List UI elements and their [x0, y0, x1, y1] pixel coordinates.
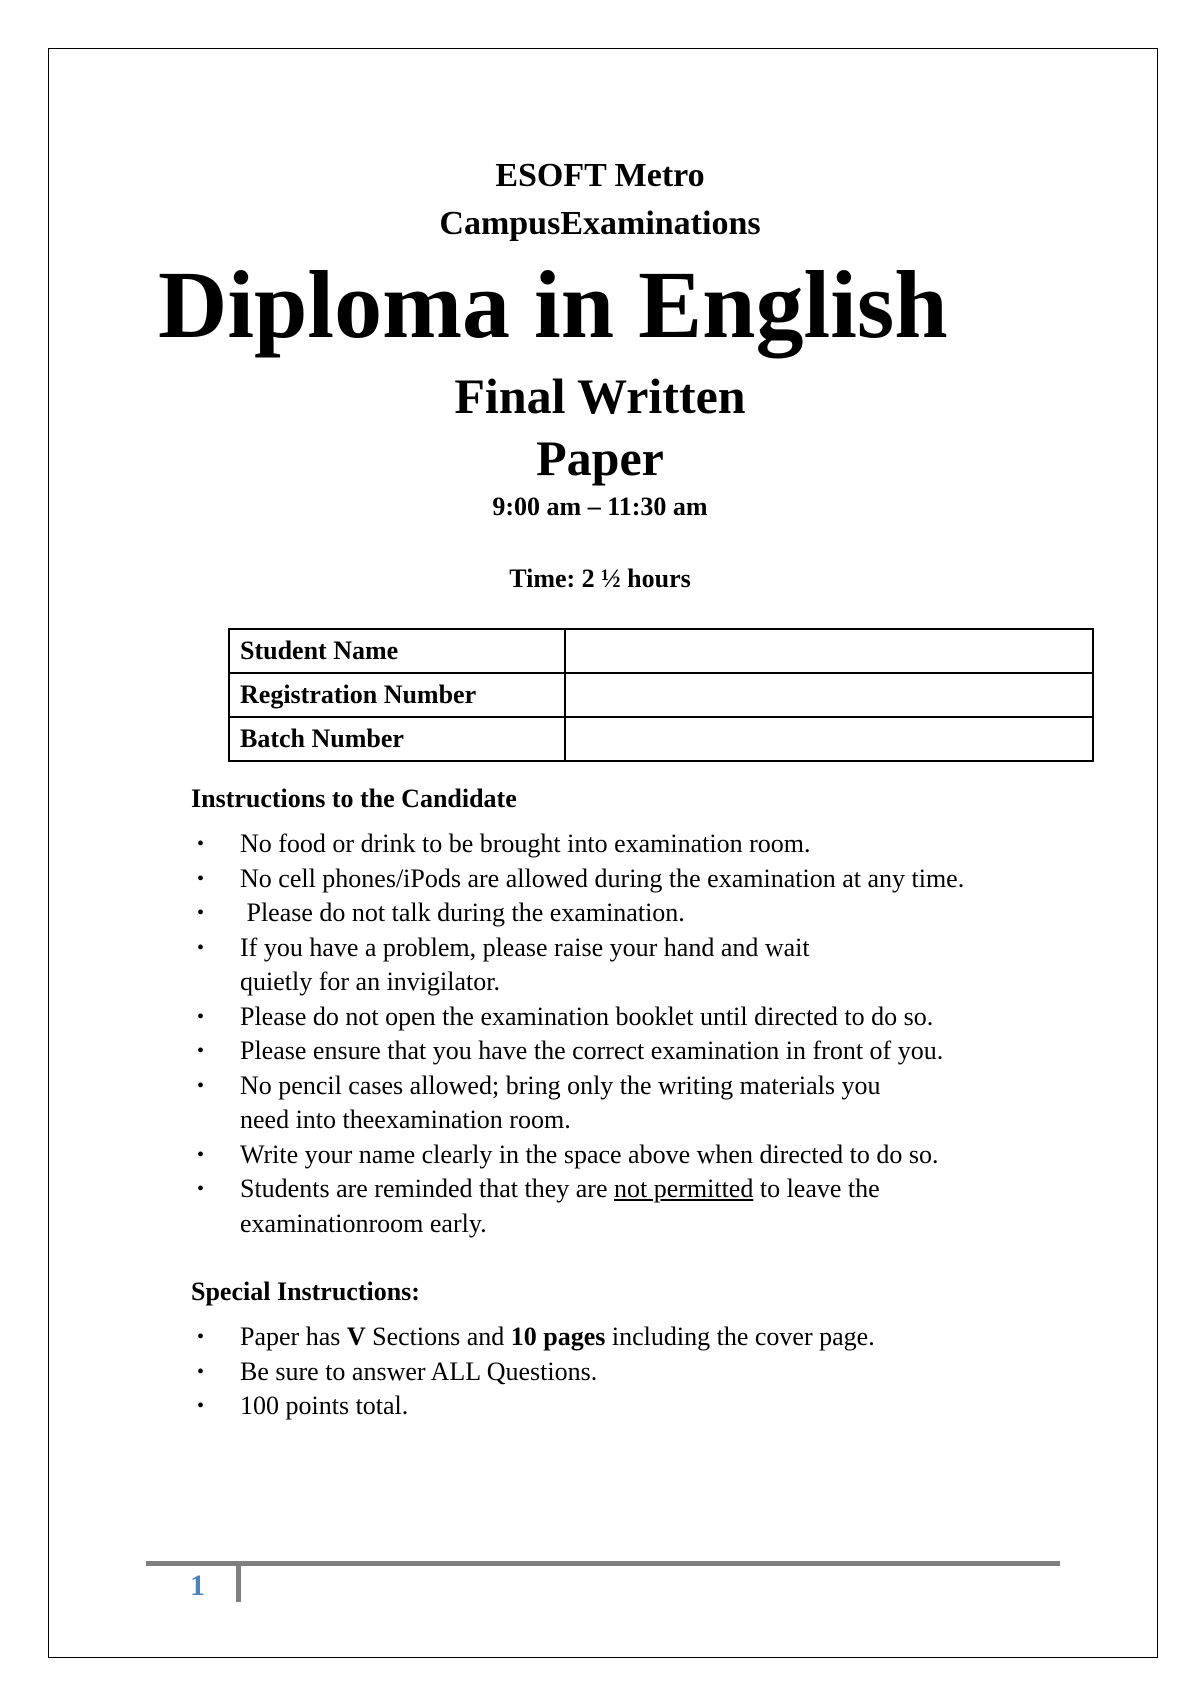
bullet-icon: •: [197, 833, 205, 855]
list-item: [191, 896, 1111, 931]
student-name-label: Student Name: [229, 629, 565, 673]
bullet-icon: •: [197, 1074, 205, 1097]
instruction-text-continued: examinationroom early.: [240, 1208, 487, 1238]
special-instruction-text: Paper has: [240, 1322, 347, 1351]
instructions-heading: Instructions to the Candidate: [191, 784, 517, 813]
sections-count: V: [346, 1322, 366, 1351]
instruction-text: Please do not talk during the examination.: [240, 898, 685, 927]
instruction-text: Write your name clearly in the space above when directed to do so.: [240, 1139, 939, 1169]
list-item: [191, 1389, 1111, 1424]
bullet-icon: •: [197, 867, 205, 890]
instruction-text: No cell phones/iPods are allowed during the examination at any time.: [240, 863, 965, 893]
student-info-table: [228, 628, 1094, 762]
registration-number-label: Registration Number: [229, 673, 565, 717]
instruction-text: Please do not open the examination booklet until directed to do so.: [240, 1001, 934, 1031]
instruction-text: No food or drink to be brought into examination room.: [240, 829, 811, 858]
instructions-list: [191, 827, 1111, 1241]
bullet-icon: •: [197, 936, 205, 959]
bullet-icon: •: [197, 1178, 205, 1200]
special-instructions-list: [191, 1320, 1111, 1424]
exam-time-range: 9:00 am – 11:30 am: [492, 492, 708, 521]
institution-name-line2: CampusExaminations: [439, 205, 761, 242]
instruction-text: Please ensure that you have the correct examination in front of you.: [240, 1036, 944, 1065]
batch-number-label: Batch Number: [229, 717, 565, 761]
list-item: [191, 862, 1111, 897]
table-row: [229, 673, 1093, 717]
not-permitted-emphasis: not permitted: [613, 1174, 754, 1203]
instruction-text: No pencil cases allowed; bring only the writing materials you: [240, 1070, 881, 1100]
bullet-icon: •: [197, 1395, 205, 1417]
bullet-icon: •: [197, 1143, 205, 1166]
bullet-icon: •: [197, 902, 205, 924]
list-item: [191, 1172, 1111, 1241]
list-item: [191, 1320, 1111, 1355]
instruction-text-continued: need into theexamination room.: [240, 1105, 571, 1134]
list-item: [191, 931, 1111, 1000]
special-instruction-text: Sections and: [365, 1322, 511, 1351]
list-item: [191, 1000, 1111, 1035]
special-instruction-text: Be sure to answer ALL Questions.: [240, 1356, 598, 1386]
instruction-text: If you have a problem, please raise your hand and wait: [240, 932, 810, 962]
instruction-text: to leave the: [753, 1174, 880, 1203]
footer-divider: [236, 1566, 241, 1602]
institution-name-line1: ESOFT Metro: [495, 157, 705, 194]
instruction-text-continued: quietly for an invigilator.: [240, 967, 500, 996]
list-item: [191, 827, 1111, 862]
exam-duration: Time: 2 ½ hours: [509, 564, 691, 593]
list-item: [191, 1069, 1111, 1138]
paper-title-line2: Paper: [536, 430, 664, 486]
batch-number-field[interactable]: [565, 717, 1093, 761]
bullet-icon: •: [197, 1005, 205, 1028]
list-item: [191, 1138, 1111, 1173]
registration-number-field[interactable]: [565, 673, 1093, 717]
bullet-icon: •: [197, 1360, 205, 1383]
pages-count: 10 pages: [510, 1322, 606, 1351]
special-instructions-heading: Special Instructions:: [191, 1277, 420, 1306]
course-title: Diploma in English: [158, 251, 948, 358]
list-item: [191, 1355, 1111, 1390]
bullet-icon: •: [197, 1040, 205, 1062]
special-instruction-text: 100 points total.: [240, 1391, 409, 1420]
special-instruction-text: including the cover page.: [605, 1322, 875, 1351]
list-item: [191, 1034, 1111, 1069]
table-row: [229, 717, 1093, 761]
instruction-text: Students are reminded that they are: [240, 1174, 614, 1203]
table-row: [229, 629, 1093, 673]
footer-rule: [146, 1561, 1060, 1566]
student-name-field[interactable]: [565, 629, 1093, 673]
paper-title-line1: Final Written: [454, 368, 746, 424]
bullet-icon: •: [197, 1326, 205, 1348]
page-number: 1: [190, 1569, 205, 1602]
